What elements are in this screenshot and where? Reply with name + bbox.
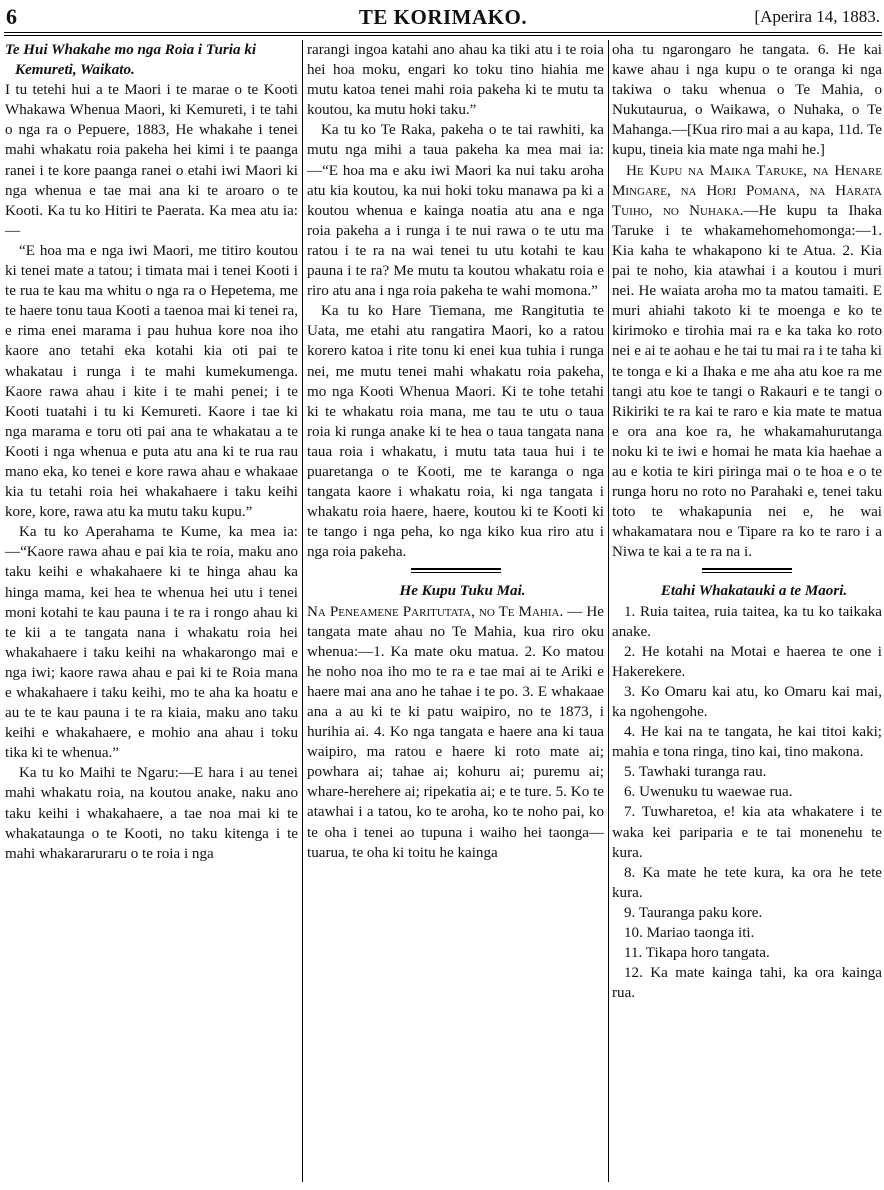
letter-paragraph: oha tu ngarongaro he tangata. 6. He kai kawe ahau i nga kupu o te oranga ki nga takiwa o taku whenua o Te Mahia, o Nukutaurua, o Waikawa, o Nuhaka, o Te Mahanga.—[Kua riro mai a au kapa, 11d. Te kupu, tineia kia mate nga mahi he.] bbox=[612, 42, 882, 159]
article-paragraph: Ka tu ko Hare Tiemana, me Rangitutia te Uata, me etahi atu rangatira Maori, ko a ratou korero katoa i rite tonu ki enei kua tuhia i runga nei, me mutu tenei mahi whakatu roia pakeha, mo nga Kooti Whenua Maori. Ki te tohe tetahi ki te whakatu roia mana, me tau te utu o taua roia ki runga anake ki te hea o taua tangata nana taua roia i whakatu, i mutu tata taua hui i te puaretanga o te Kooti, me te karanga o nga tangata kaore i whakatu roia, ki nga tangata i whakatu roia haere, haere, koutou ki te Kooti ki te tango i nga peha, ko nga kiko kua riro atu i nga roia pakeha. bbox=[307, 303, 604, 561]
column-3 bbox=[612, 40, 882, 1182]
page-number: 6 bbox=[6, 4, 17, 29]
section-heading: Etahi Whakatauki a te Maori. bbox=[660, 583, 848, 600]
proverb-item: 4. He kai na te tangata, he kai titoi kaki; mahia e tona ringa, tino kai, tino makona. bbox=[612, 724, 882, 761]
article-heading: Te Hui Whakahe mo nga Roia i Turia ki Kemureti, Waikato. bbox=[5, 42, 257, 79]
letter-author: Na Peneamene Paritutata, no Te Mahia. bbox=[307, 603, 564, 620]
proverb-item: 3. Ko Omaru kai atu, ko Omaru kai mai, ka ngohengohe. bbox=[612, 683, 882, 720]
proverb-item: 12. Ka mate kainga tahi, ka ora kainga rua. bbox=[612, 965, 882, 1002]
article-paragraph: “E hoa ma e nga iwi Maori, me titiro koutou ki tenei mate a tatou; i timata mai i tenei Kooti i te rua te kau ma whitu o nga ra o Hepetema, me te haere tonu taua Kooti a taenoa mai ki tenei ra, e rima enei marama i pau huhua kore noa iho kaore ano tetahi eka kotahi kia oti pai te whakatau i runga i te mahi kumekumenga. Kaore rawa ahau i kite i te mahi penei; i te Kooti tuatahi i tu ki Kemureti. Kaore i tae ki nga marama e toru oti pai ana te whakatau a te Kooti i nga whenua e puta atu ana ki te rua rau mano eka, ko tenei e kore rawa ahau e whakaae kia tu tetahi roia hei whakahaere i taku keihi kore, kore, rawa atu ka mutu taku kupu.” bbox=[5, 242, 298, 521]
letter-author: He Kupu na Maika Taruke, na Henare Mingare, na Hori Pomana, na Harata Tuiho, no Nuhaka. bbox=[612, 162, 882, 219]
proverb-item: 7. Tuwharetoa, e! kia ata whakatere i te waka kei pariparia e te tai monenehu te kura. bbox=[612, 804, 882, 861]
proverb-item: 2. He kotahi na Motai e haerea te one i Hakerekere. bbox=[612, 643, 882, 680]
article-paragraph: rarangi ingoa katahi ano ahau ka tiki atu i te roia hei hoa moku, engari ko toku tino hiahia me mutu katoa tenei mahi roia pakeha ki te mutu ta koutou, ka mutu hoki taku.” bbox=[307, 42, 604, 119]
proverb-item: 9. Tauranga paku kore. bbox=[624, 904, 763, 921]
issue-date: [Aperira 14, 1883. bbox=[754, 7, 880, 26]
proverb-item: 1. Ruia taitea, ruia taitea, ka tu ko taikaka anake. bbox=[612, 603, 882, 640]
proverb-item: 6. Uwenuku tu waewae rua. bbox=[624, 784, 793, 801]
article-paragraph: Ka tu ko Maihi te Ngaru:—E hara i au tenei mahi whakatu roia, na koutou anake, naku ano taku keihi i whakahaere, a tae noa mai ki te whakataunga o te Kooti, no taku kitenga i te mahi whakararuraru o te roia i nga bbox=[5, 765, 298, 862]
letter-paragraph bbox=[612, 161, 882, 563]
letter-body: — He tangata mate ahau no Te Mahia, kua riro oku whenua:—1. Ka mate oku matua. 2. Ko matou he noho noa iho mo te ra e tae mai ai te Ariki e haere mai ana ano he tahae i te po. 3. E whakaae ana a au ki te ki patu waipiro, no te 1873, i hurihia ai. 4. Ko nga tangata e haere ana ki taua waipiro, ma ratou e haere ki roto mate ai; powhara ai; tahae ai; kohuru ai; puremu ai; whare-herehere ai; ripekatia ai; e te ture. 5. Ko te atawhai i a tatou, ko te aroha, ko te noho pai, ko te oha i tenei ao tupuna i waiho hei taonga—tuarua, te oha ki toitu he kainga bbox=[307, 603, 604, 861]
column-divider bbox=[608, 40, 609, 1182]
masthead bbox=[6, 4, 880, 30]
newspaper-title: TE KORIMAKO. bbox=[358, 5, 528, 29]
column-2 bbox=[307, 40, 604, 1182]
proverb-item: 5. Tawhaki turanga rau. bbox=[624, 764, 767, 781]
column-divider bbox=[302, 40, 303, 1182]
article-paragraph: Ka tu ko Aperahama te Kume, ka mea ia:—“Kaore rawa ahau e pai kia te roia, maku ano taku keihi e whakahaere ki te hinga ahau ka hinga mama, kei hea te whenua hei utu i tenei moni kotahi te kau pauna i te ra i rongo ahau ki te kii a te tangata nana i whakatu roia hei whakahaere i taku keihi na whakarongo mai e nga iwi; kaore rawa ahau e pai ki te Roia mana e whakahaere i taku keihi, mo te aha ka hoatu e au te te kau pauna i te ra kiaia, maku ano taku keihi e whakahaere, e mohio ana ahau i toku tika ki te whenua.” bbox=[5, 524, 298, 762]
section-separator bbox=[411, 568, 501, 573]
article-paragraph: I tu tetehi hui a te Maori i te marae o te Kooti Whakawa Whenua Maori, ki Kemureti, i te tahi o nga ra o Pepuere, 1883, He whakahe i tenei mahi whakatu roia pakeha hei kimi i te paanga ranei i te kore paanga ranei o etahi iwi Maori ki nga whenua e tae mai ana ki te aroaro o te Kooti. Ka tu ko Hitiri te Paerata. Ka mea atu ia:— bbox=[5, 82, 298, 239]
proverb-item: 11. Tikapa horo tangata. bbox=[624, 945, 770, 962]
letter-paragraph bbox=[307, 602, 604, 863]
proverb-list bbox=[612, 602, 882, 1004]
proverb-item: 8. Ka mate he tete kura, ka ora he tete kura. bbox=[612, 864, 882, 901]
section-heading: He Kupu Tuku Mai. bbox=[399, 583, 526, 600]
letter-body: —He kupu ta Ihaka Taruke i te whakamehomehomonga:—1. Kia kaha te whakapono ki te Atua. 2. Kia pai te noho, kia atawhai i a koutou i muri nei. He waiata aroha mo ta matou tamaiti. E muri ahiahi takoto ki te moenga e ko te kirimoko e tirohia mai ra e ka taka ko roto nei e ai te aohau e he tai tu mai ra i te taha ki te tonga e ki a Ihaka e me aha atu koe ra me tangi atu koe te tangi o Rakauri e te tangi o Rikiriki te ra kai te raro e kia mate te matua e ora ana koe ra, he whakamahurutanga noku ki te iwi e homai he mata kia haehae a au e kotia te kiri piringa mai o te hoa e o te runga horu no roto no Parahaki e, tenei taku toto te whakapunia nei e, he wai whakamatara nou e Tipare ra ko te raro i a Niwa te kai a te ra na i. bbox=[612, 202, 882, 561]
proverb-item: 10. Mariao taonga iti. bbox=[624, 925, 755, 942]
section-separator bbox=[702, 568, 792, 573]
column-1 bbox=[5, 40, 298, 1182]
masthead-rule bbox=[4, 32, 882, 36]
article-paragraph: Ka tu ko Te Raka, pakeha o te tai rawhiti, ka mutu nga mihi a taua pakeha ka mea mai ia:—“E hoa ma e aku iwi Maori ka nui taku aroha atu kia koutou, ka nui hoki toku manawa pa ki a koutou whenua e kainga noatia atu ana e nga roia pakeha a i runga i te nui rawa o te utu ma ratou i te ra na wai tenei tu utu kotahi te kau pauna i te ra? Me mutu ta koutou whakatu roia e riro atu ana i nga roia pakeha te wahi momona.” bbox=[307, 122, 604, 300]
